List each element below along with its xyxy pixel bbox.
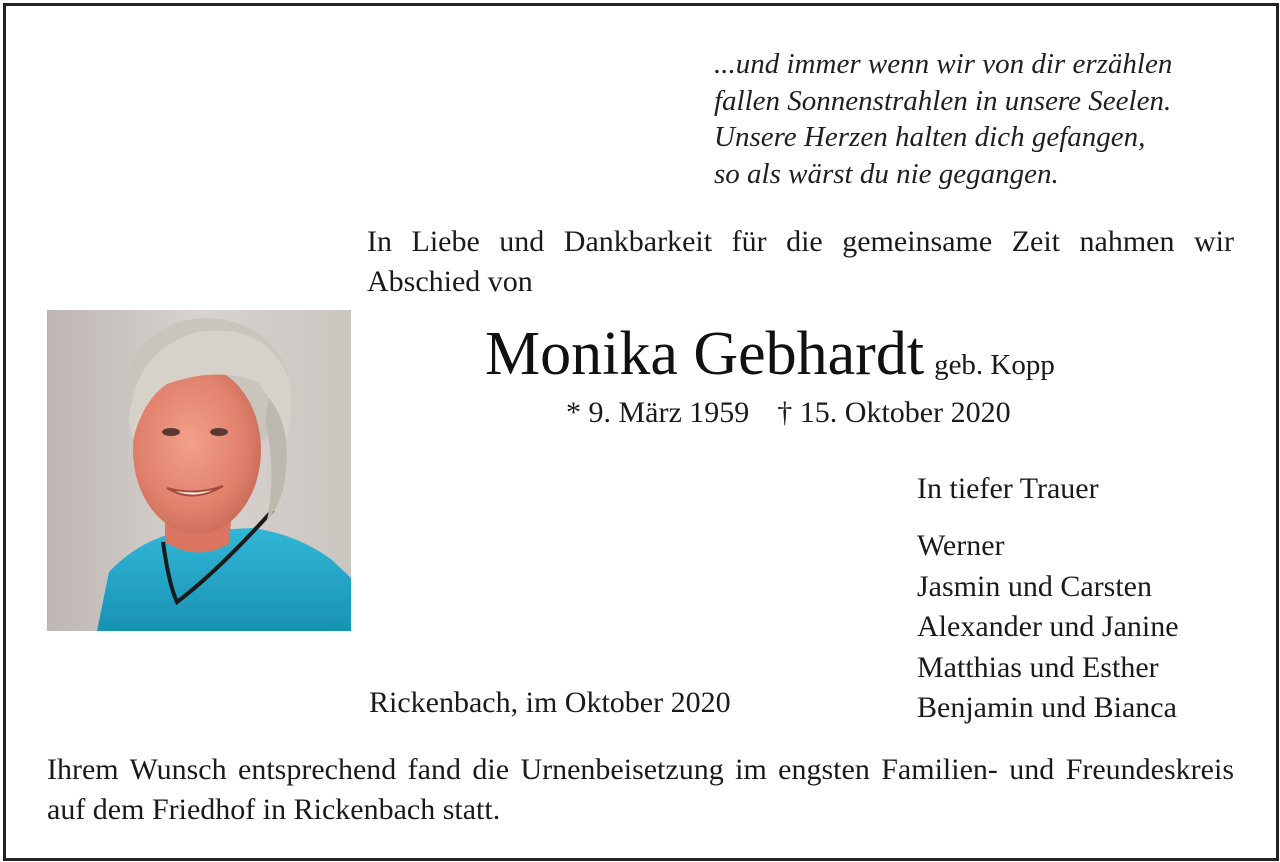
- poem-line: fallen Sonnenstrahlen in unsere Seelen.: [714, 84, 1172, 117]
- deceased-name: Monika Gebhardt: [485, 320, 925, 388]
- portrait-photo: [47, 310, 351, 631]
- life-dates: [566, 396, 1011, 430]
- deceased-name-line: [485, 316, 1055, 392]
- place-date: Rickenbach, im Oktober 2020: [369, 686, 731, 719]
- mourning-heading: In tiefer Trauer: [917, 472, 1099, 505]
- mourner-name: Benjamin und Bianca: [917, 691, 1177, 724]
- mourner-name: Jasmin und Carsten: [917, 569, 1152, 603]
- burial-note: Ihrem Wunsch entsprechend fand die Urnenbeisetzung im engsten Familien- und Freundeskreis auf dem Friedhof in Rickenbach statt.: [47, 753, 1234, 826]
- poem: [714, 46, 1172, 192]
- intro-text: In Liebe und Dankbarkeit für die gemeinsame Zeit nahmen wir Abschied von: [367, 225, 1234, 298]
- mourner-name: Werner: [917, 529, 1005, 562]
- maiden-name: geb. Kopp: [934, 349, 1055, 381]
- mourner-name: Alexander und Janine: [917, 610, 1179, 643]
- mourners-list: [917, 526, 1179, 729]
- death-date: † 15. Oktober 2020: [777, 396, 1011, 429]
- poem-line: Unsere Herzen halten dich gefangen,: [714, 121, 1146, 153]
- poem-line: ...und immer wenn wir von dir erzählen: [714, 48, 1173, 80]
- mourner-name: Matthias und Esther: [917, 650, 1159, 684]
- poem-line: so als wärst du nie gegangen.: [714, 157, 1059, 190]
- birth-date: * 9. März 1959: [566, 396, 750, 429]
